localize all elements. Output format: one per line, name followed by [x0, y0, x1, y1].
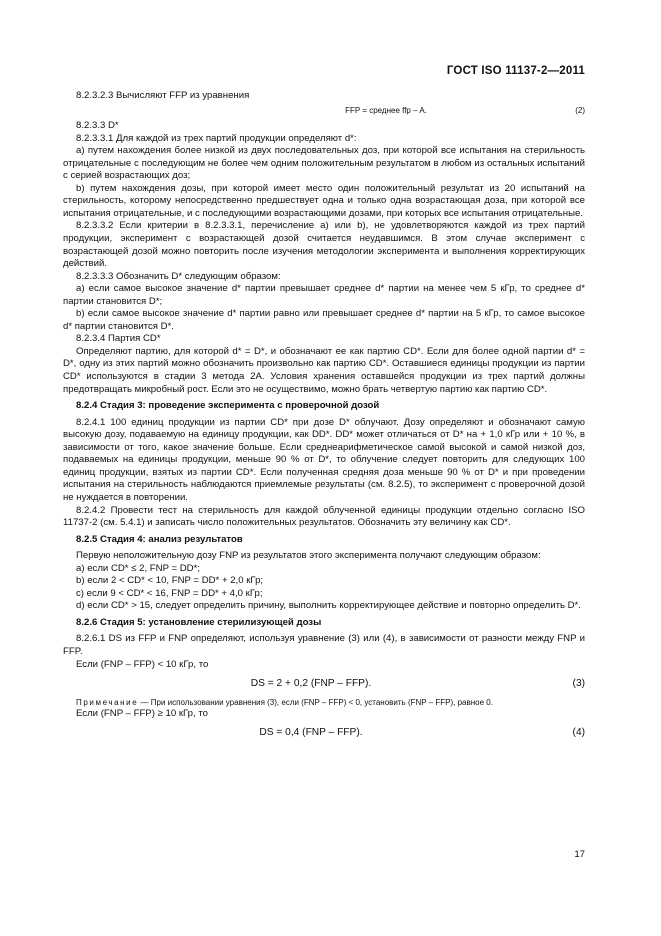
page-number: 17	[574, 849, 585, 860]
document-body	[63, 90, 585, 746]
equation-expression: DS = 2 + 0,2 (FNP – FFP).	[250, 678, 372, 690]
paragraph: 8.2.3.2.3 Вычисляют FFP из уравнения	[76, 90, 250, 101]
section-heading: 8.2.6 Стадия 5: установление стерилизующей дозы	[76, 616, 322, 628]
paragraph: 8.2.6.1 DS из FFP и FNP определяют, используя уравнение (3) или (4), в зависимости от разности между FNP и FFP.	[63, 633, 585, 657]
list-item: а) путем нахождения более низкой из двух последовательных доз, при которой все испытания на стерильность отрицательные с последующим не более чем одним положительным результатом в любом из остальных испытаний с серией возрастающих доз;	[63, 145, 585, 182]
equation-number: (3)	[572, 678, 585, 690]
equation-expression: FFP = среднее ffp – A.	[345, 105, 427, 115]
paragraph: 8.2.3.4 Партия CD*	[76, 333, 161, 345]
note-text: — При использовании уравнения (3), если (FNP – FFP) < 0, установить (FNP – FFP), равное 0.	[138, 697, 493, 707]
paragraph: Определяют партию, для которой d* = D*, и обозначают ее как партию CD*. Если для более одной партии d* = D*, одну из этих партий можно обозначить произвольно как партию CD*. Оставшиеся единицы продукции из партии CD* используются в стадии 3 метода 2А. Условия хранения оставшейся продукции из трех партий должны предотвращать микробный рост. Если это не осуществимо, можно брать четвертую партию как партию CD*.	[63, 345, 585, 395]
paragraph: 8.2.3.3.2 Если критерии в 8.2.3.3.1, перечисление а) или b), не удовлетворяются каждой из трех партий продукции, эксперимент с возрастающей дозой считается неудавшимся. В этом случае эксперимент с возрастающей дозой можно повторить после изучения методологии эксперимента и выполнения корректирующих действий.	[63, 220, 585, 270]
paragraph: Если (FNP – FFP) < 10 кГр, то	[76, 658, 209, 670]
list-item: а) если CD* ≤ 2, FNP = DD*;	[76, 562, 201, 574]
list-item: b) если 2 < CD* < 10, FNP = DD* + 2,0 кГр;	[76, 575, 264, 587]
list-item: b) путем нахождения дозы, при которой имеет место один положительный результат из 20 испытаний на стерильность, которому непосредственно предшествует одна и только одна возрастающая доза, при которой все испытания отрицательные, и с последующими возрастающими дозами, при которых все испытания отрицательные.	[63, 182, 585, 219]
equation-expression: DS = 0,4 (FNP – FFP).	[259, 727, 363, 739]
section-heading: 8.2.5 Стадия 4: анализ результатов	[76, 533, 243, 545]
list-item: d) если CD* > 15, следует определить причину, выполнить корректирующее действие и повторно определить D*.	[76, 600, 581, 612]
paragraph: Если (FNP – FFP) ≥ 10 кГр, то	[76, 707, 208, 719]
document-header: ГОСТ ISO 11137-2—2011	[446, 65, 585, 77]
section-heading: 8.2.4 Стадия 3: проведение эксперимента с проверочной дозой	[76, 400, 380, 412]
list-item: а) если самое высокое значение d* партии превышает среднее d* партии на менее чем 5 кГр, то среднее d* партии становится D*;	[63, 283, 585, 307]
equation-2	[63, 105, 585, 118]
paragraph: 8.2.4.2 Провести тест на стерильность для каждой облученной единицы продукции отдельно согласно ISO 11737-2 (см. 5.4.1) и записать число положительных результатов. Обозначить эту величину как CD*.	[63, 504, 585, 529]
paragraph: Первую неположительную дозу FNP из результатов этого эксперимента получают следующим образом:	[76, 550, 541, 562]
list-item: c) если 9 < CD* < 16, FNP = DD* + 4,0 кГр;	[76, 587, 263, 599]
paragraph: 8.2.3.3 D*	[76, 120, 119, 132]
equation-number: (4)	[572, 727, 585, 739]
paragraph: 8.2.4.1 100 единиц продукции из партии CD* при дозе D* облучают. Дозу определяют и обозначают самую высокую дозу, подаваемую на единицу продукции, как DD*. DD* может отличаться от D* на + 1,0 кГр или + 10 %, в зависимости от того, какое значение больше. Если среднеарифметическое самой высокой и самой низкой доз, подаваемых на единицы продукции, меньше 90 % от D*, то облучение следует повторить для следующих 100 единиц продукции, взятых из партии CD*. Если полученная средняя доза меньше 90 % от D* и при проведении испытания на стерильность наблюдаются приемлемые результаты (см. 8.2.5), то эксперимент с проверочной дозой не нуждается в повторении.	[63, 416, 585, 503]
equation-4	[63, 727, 585, 740]
list-item: b) если самое высокое значение d* партии равно или превышает среднее d* партии на 5 кГр, то самое высокое d* партии становится D*.	[63, 308, 585, 332]
paragraph: 8.2.3.3.3 Обозначить D* следующим образом:	[76, 270, 281, 282]
equation-3	[63, 678, 585, 691]
note-label: Примечание	[76, 697, 139, 707]
equation-number: (2)	[575, 105, 585, 115]
note	[63, 697, 585, 708]
paragraph: 8.2.3.3.1 Для каждой из трех партий продукции определяют d*:	[76, 132, 357, 144]
